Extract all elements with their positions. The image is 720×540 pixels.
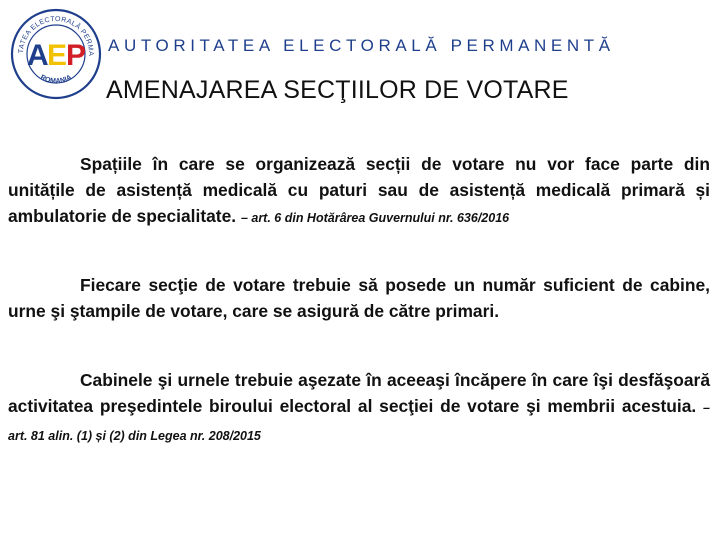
logo-letter-a: A	[27, 39, 49, 72]
legal-citation: – art. 6 din Hotărârea Guvernului nr. 636/2016	[240, 211, 510, 225]
logo-letters	[27, 39, 86, 72]
logo-letter-e: E	[47, 39, 68, 72]
logo-letter-p: P	[66, 39, 87, 72]
paragraph-placement	[8, 367, 710, 449]
legal-citation: – art. 81 alin. (1) și (2) din Legea nr. 208/2015	[8, 401, 710, 443]
paragraph-equipment	[8, 272, 710, 324]
aep-emblem-icon	[10, 8, 102, 100]
paragraph-spaces	[8, 151, 710, 231]
organization-name: AUTORITATEA ELECTORALĂ PERMANENTĂ	[108, 36, 615, 55]
logo-ring-text: TATEA ELECTORALĂ PERMA	[17, 15, 95, 57]
paragraph-text: Fiecare secţie de votare trebuie să posede un număr suficient de cabine, urne şi ştampile de votare, care se asigură de către primari.	[8, 275, 710, 321]
paragraph-text: Spațiile în care se organizează secții de votare nu vor face parte din unitățile de asistență medicală cu paturi sau de asistență medicală primară și ambulatorie de specialitate.	[8, 154, 710, 226]
page-title: AMENAJAREA SECŢIILOR DE VOTARE	[106, 76, 569, 104]
aep-logo	[10, 8, 102, 100]
logo-country-text: ROMANIA	[39, 74, 73, 86]
paragraph-text: Cabinele şi urnele trebuie aşezate în aceeaşi încăpere în care îşi desfăşoară activitatea preşedintele biroului electoral al secţiei de votare şi membrii acestuia.	[8, 370, 710, 416]
